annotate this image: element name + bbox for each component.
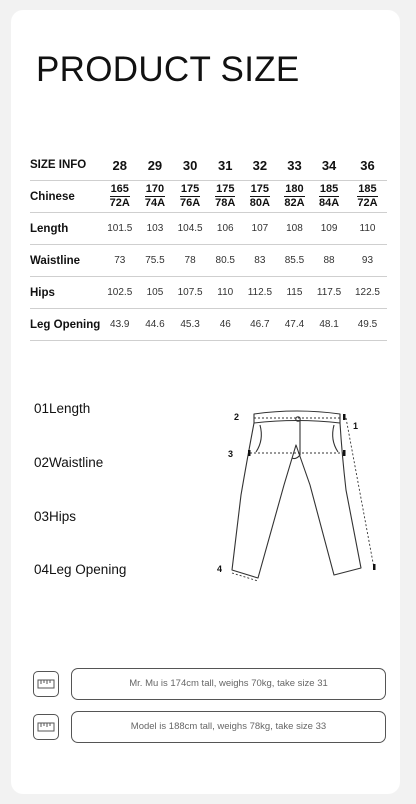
table-cell: 105 bbox=[139, 277, 170, 309]
table-cell bbox=[279, 181, 310, 213]
table-cell bbox=[348, 181, 387, 213]
table-cell: 107 bbox=[241, 213, 279, 245]
table-cell bbox=[310, 181, 348, 213]
ruler-icon bbox=[33, 671, 59, 697]
model-note bbox=[30, 668, 386, 700]
table-cell: 80.5 bbox=[210, 245, 241, 277]
legend-waistline: 02Waistline bbox=[34, 455, 104, 470]
table-cell: 48.1 bbox=[310, 309, 348, 341]
table-cell: 122.5 bbox=[348, 277, 387, 309]
size-header: 31 bbox=[210, 150, 241, 181]
chinese-size-row bbox=[30, 181, 387, 213]
size-table bbox=[30, 150, 387, 341]
row-label: Leg Opening bbox=[30, 309, 100, 341]
table-cell: 107.5 bbox=[171, 277, 210, 309]
table-cell: 117.5 bbox=[310, 277, 348, 309]
table-cell: 109 bbox=[310, 213, 348, 245]
row-label: Waistline bbox=[30, 245, 100, 277]
table-cell: 110 bbox=[210, 277, 241, 309]
size-header: 32 bbox=[241, 150, 279, 181]
note-text: Mr. Mu is 174cm tall, weighs 70kg, take size 31 bbox=[71, 668, 386, 700]
marker-1: 1 bbox=[353, 421, 359, 431]
height-value: 175 bbox=[250, 183, 270, 195]
marker-2: 2 bbox=[234, 412, 240, 422]
table-cell bbox=[171, 181, 210, 213]
waist-code: 82A bbox=[284, 197, 305, 209]
waist-code: 72A bbox=[109, 197, 130, 209]
table-cell bbox=[241, 181, 279, 213]
size-header: 34 bbox=[310, 150, 348, 181]
waist-code: 72A bbox=[357, 197, 378, 209]
table-cell: 93 bbox=[348, 245, 387, 277]
page-title: PRODUCT SIZE bbox=[36, 50, 300, 89]
table-cell: 44.6 bbox=[139, 309, 170, 341]
table-cell bbox=[210, 181, 241, 213]
header-label: SIZE INFO bbox=[30, 150, 100, 181]
height-value: 180 bbox=[285, 183, 304, 195]
table-cell: 106 bbox=[210, 213, 241, 245]
table-cell: 101.5 bbox=[100, 213, 139, 245]
ruler-icon bbox=[33, 714, 59, 740]
table-cell: 83 bbox=[241, 245, 279, 277]
table-cell bbox=[100, 181, 139, 213]
table-cell: 46 bbox=[210, 309, 241, 341]
waist-code: 76A bbox=[180, 197, 201, 209]
size-header: 33 bbox=[279, 150, 310, 181]
pants-outline bbox=[232, 423, 361, 578]
row-label: Length bbox=[30, 213, 100, 245]
size-header: 30 bbox=[171, 150, 210, 181]
length-tick-top bbox=[343, 414, 346, 420]
waist-code: 74A bbox=[144, 197, 166, 209]
table-row bbox=[30, 213, 387, 245]
table-cell: 47.4 bbox=[279, 309, 310, 341]
left-pocket-line bbox=[256, 425, 261, 452]
height-value: 175 bbox=[216, 183, 235, 195]
table-row bbox=[30, 277, 387, 309]
table-cell: 115 bbox=[279, 277, 310, 309]
legend-length: 01Length bbox=[34, 401, 91, 416]
size-header: 29 bbox=[139, 150, 170, 181]
marker-3: 3 bbox=[228, 449, 234, 459]
size-header: 36 bbox=[348, 150, 387, 181]
model-note bbox=[30, 711, 386, 743]
marker-4: 4 bbox=[217, 564, 223, 574]
table-cell: 46.7 bbox=[241, 309, 279, 341]
table-cell: 43.9 bbox=[100, 309, 139, 341]
table-cell: 102.5 bbox=[100, 277, 139, 309]
table-row bbox=[30, 309, 387, 341]
table-cell bbox=[139, 181, 170, 213]
legend-leg-opening: 04Leg Opening bbox=[34, 562, 127, 577]
table-cell: 85.5 bbox=[279, 245, 310, 277]
table-cell: 75.5 bbox=[139, 245, 170, 277]
table-cell: 49.5 bbox=[348, 309, 387, 341]
table-row bbox=[30, 245, 387, 277]
waist-code: 80A bbox=[249, 197, 270, 209]
table-cell: 78 bbox=[171, 245, 210, 277]
table-cell: 108 bbox=[279, 213, 310, 245]
table-cell: 112.5 bbox=[241, 277, 279, 309]
waist-code: 78A bbox=[215, 197, 236, 209]
table-cell: 104.5 bbox=[171, 213, 210, 245]
length-tick-bottom bbox=[373, 564, 376, 570]
note-text: Model is 188cm tall, weighs 78kg, take size 33 bbox=[71, 711, 386, 743]
height-value: 165 bbox=[110, 183, 129, 195]
height-value: 175 bbox=[180, 183, 200, 195]
table-cell: 103 bbox=[139, 213, 170, 245]
row-label: Chinese bbox=[30, 181, 100, 213]
height-value: 185 bbox=[319, 183, 339, 195]
height-value: 170 bbox=[145, 183, 165, 195]
height-value: 185 bbox=[358, 183, 377, 195]
length-measure-line bbox=[346, 418, 374, 568]
legend-hips: 03Hips bbox=[34, 509, 77, 524]
right-pocket-line bbox=[333, 425, 338, 452]
row-label: Hips bbox=[30, 277, 100, 309]
table-cell: 73 bbox=[100, 245, 139, 277]
table-cell: 45.3 bbox=[171, 309, 210, 341]
table-cell: 88 bbox=[310, 245, 348, 277]
table-cell: 110 bbox=[348, 213, 387, 245]
table-header-row bbox=[30, 150, 387, 181]
size-header: 28 bbox=[100, 150, 139, 181]
hips-tick-left bbox=[248, 450, 251, 456]
waist-code: 84A bbox=[318, 197, 340, 209]
pants-diagram bbox=[214, 400, 394, 600]
hips-tick-right bbox=[343, 450, 346, 456]
